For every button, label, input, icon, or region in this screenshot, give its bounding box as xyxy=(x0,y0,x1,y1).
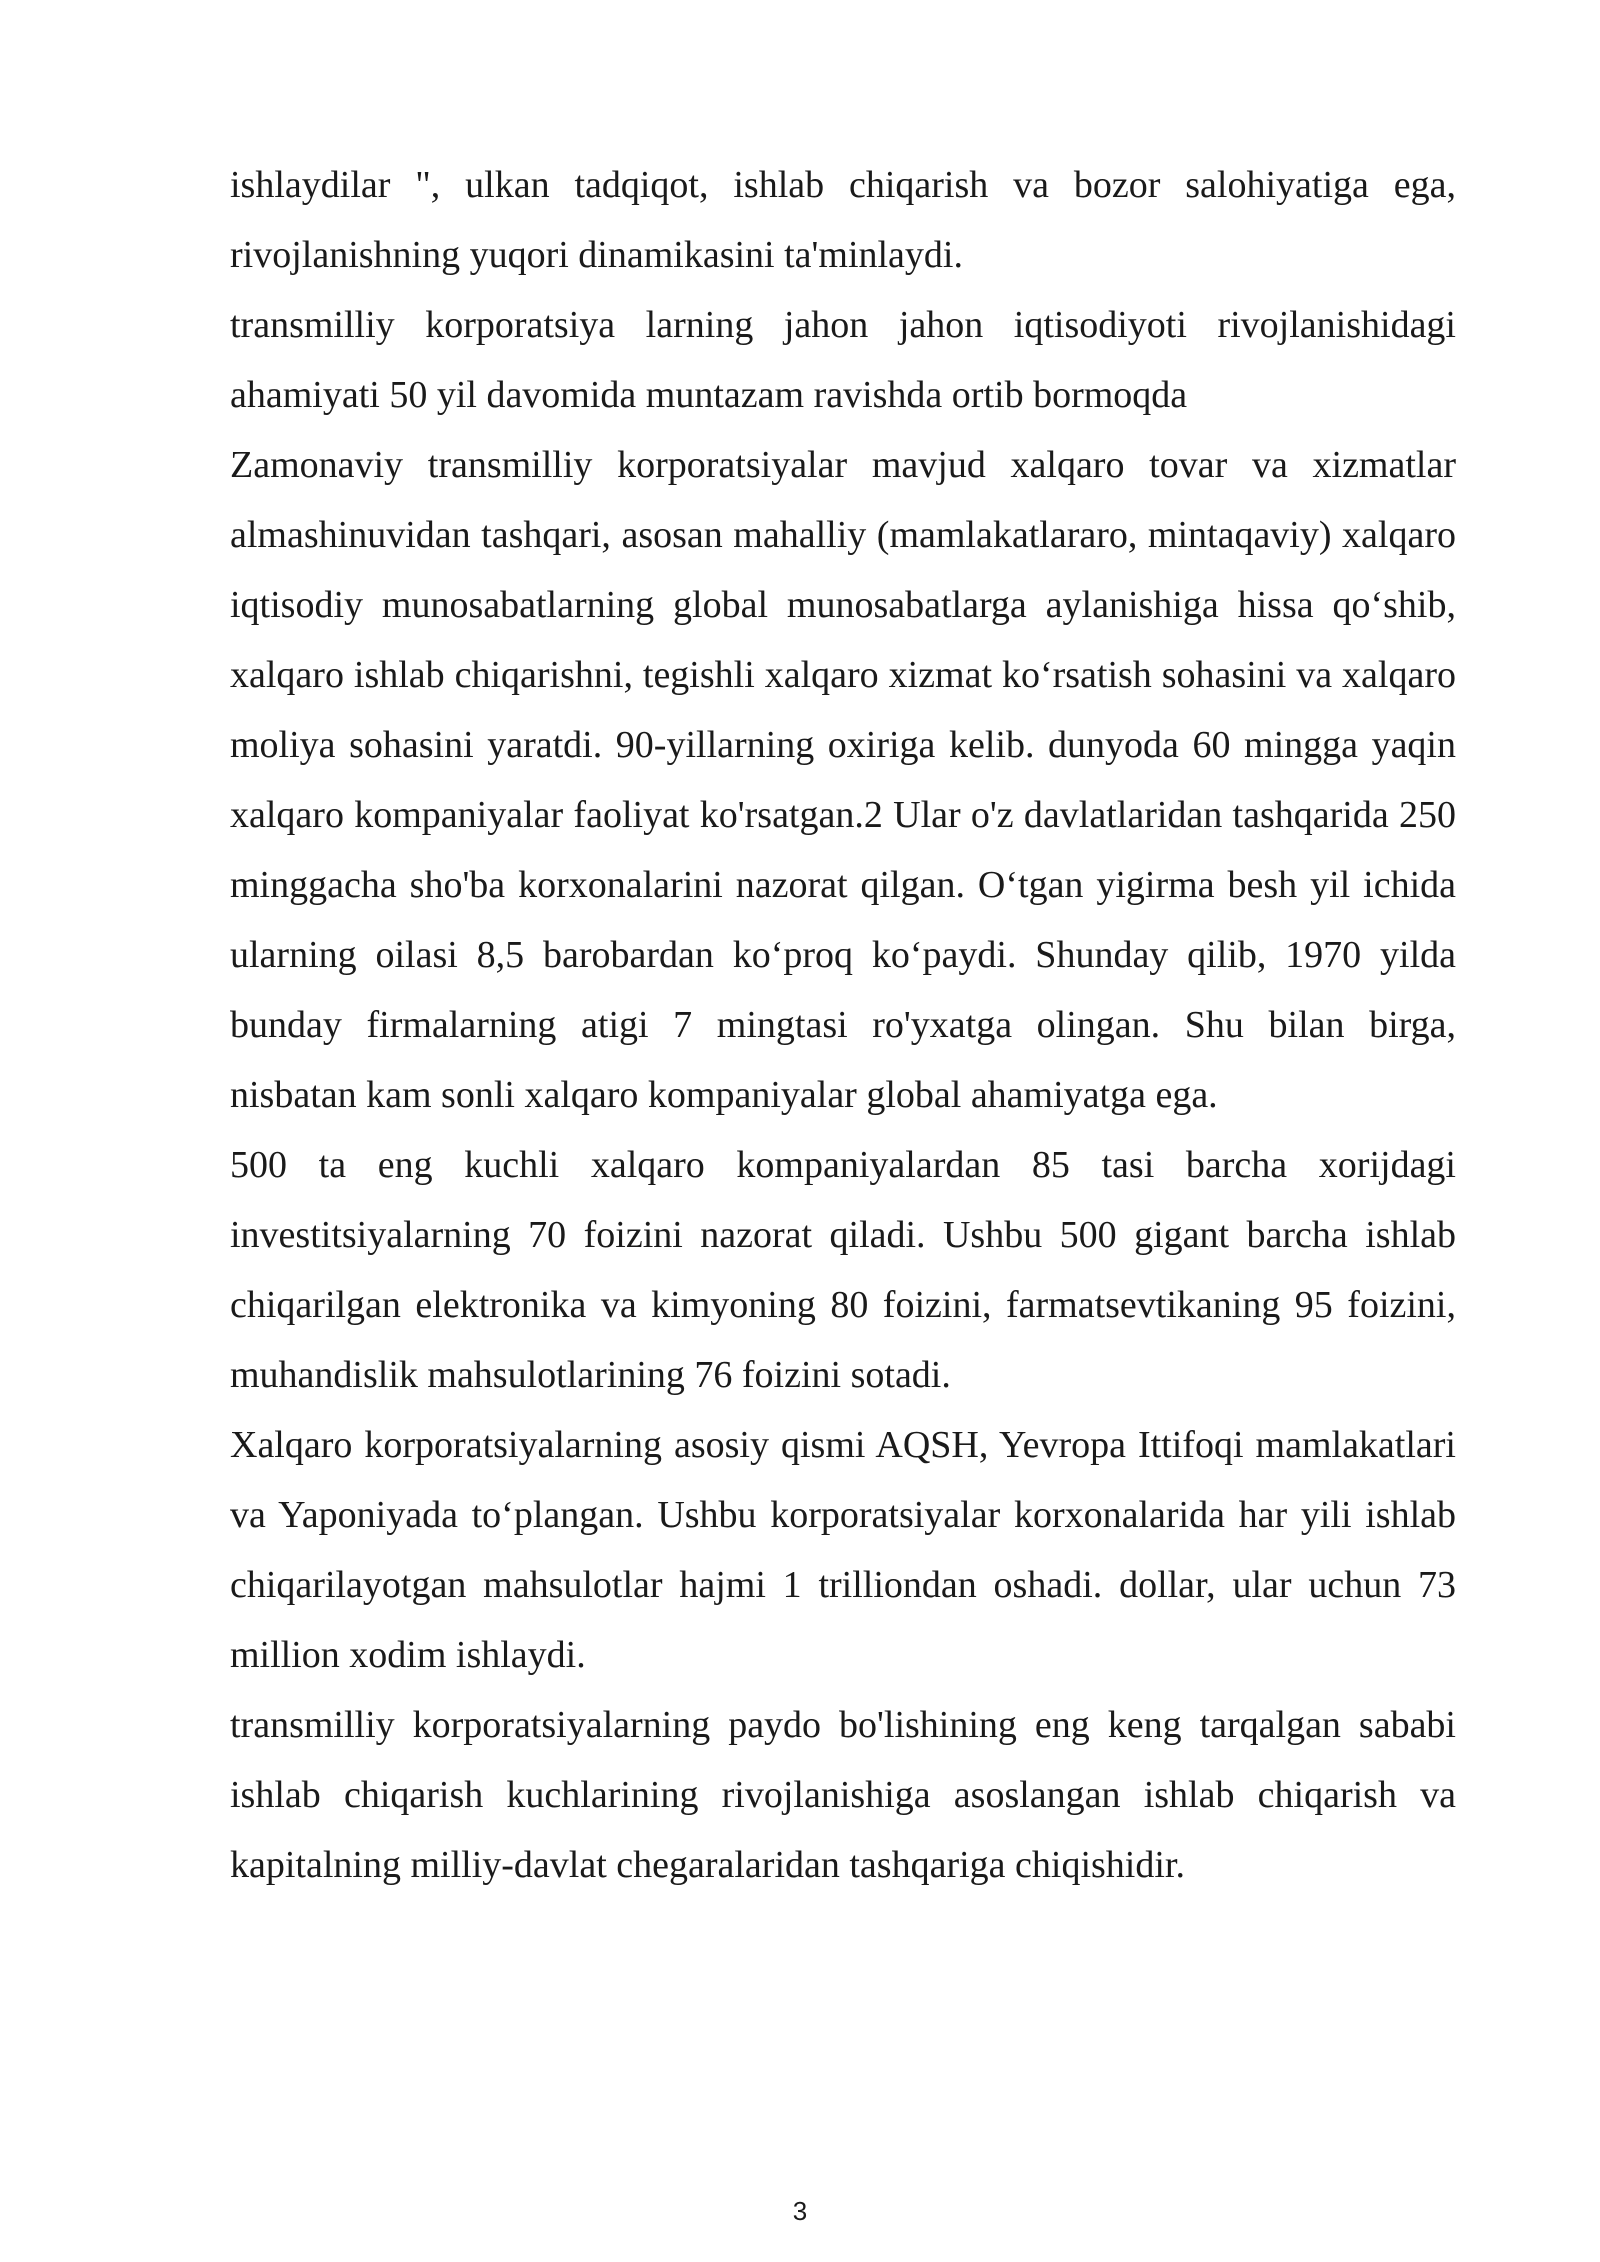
paragraph-top-500: 500 ta eng kuchli xalqaro kompaniyalardan 85 tasi barcha xorijdagi investitsiyalarning 70 foizini nazorat qiladi. Ushbu 500 gigant barcha ishlab chiqarilgan elektronika va kimyoning 80 foizini, farmatsevtikaning 95 foizini, muhandislik mahsulotlarining 76 foizini sotadi. xyxy=(230,1144,1456,1396)
body-text xyxy=(230,150,1456,1900)
paragraph-origin-reason: transmilliy korporatsiyalarning paydo bo'lishining eng keng tarqalgan sababi ishlab chiqarish kuchlarining rivojlanishiga asoslangan ishlab chiqarish va kapitalning milliy-davlat chegaralaridan tashqariga chiqishidir. xyxy=(230,1704,1456,1886)
paragraph-tnc-importance: transmilliy korporatsiya larning jahon jahon iqtisodiyoti rivojlanishidagi ahamiyati 50 yil davomida muntazam ravishda ortib bormoqda xyxy=(230,304,1456,416)
page-number: 3 xyxy=(792,2196,808,2226)
paragraph-concentration: Xalqaro korporatsiyalarning asosiy qismi AQSH, Yevropa Ittifoqi mamlakatlari va Yaponiyada to‘plangan. Ushbu korporatsiyalar korxonalarida har yili ishlab chiqarilayotgan mahsulotlar hajmi 1 trilliondan oshadi. dollar, ular uchun 73 million xodim ishlaydi. xyxy=(230,1424,1456,1676)
paragraph-continuation: ishlaydilar ", ulkan tadqiqot, ishlab chiqarish va bozor salohiyatiga ega, rivojlanishning yuqori dinamikasini ta'minlaydi. xyxy=(230,164,1456,276)
paragraph-modern-tnc: Zamonaviy transmilliy korporatsiyalar mavjud xalqaro tovar va xizmatlar almashinuvidan tashqari, asosan mahalliy (mamlakatlararo, mintaqaviy) xalqaro iqtisodiy munosabatlarning global munosabatlarga aylanishiga hissa qo‘shib, xalqaro ishlab chiqarishni, tegishli xalqaro xizmat ko‘rsatish sohasini va xalqaro moliya sohasini yaratdi. 90-yillarning oxiriga kelib. dunyoda 60 mingga yaqin xalqaro kompaniyalar faoliyat ko'rsatgan.2 Ular o'z davlatlaridan tashqarida 250 minggacha sho'ba korxonalarini nazorat qilgan. O‘tgan yigirma besh yil ichida ularning oilasi 8,5 barobardan ko‘proq ko‘paydi. Shunday qilib, 1970 yilda bunday firmalarning atigi 7 mingtasi ro'yxatga olingan. Shu bilan birga, nisbatan kam sonli xalqaro kompaniyalar global ahamiyatga ega. xyxy=(230,444,1456,1116)
